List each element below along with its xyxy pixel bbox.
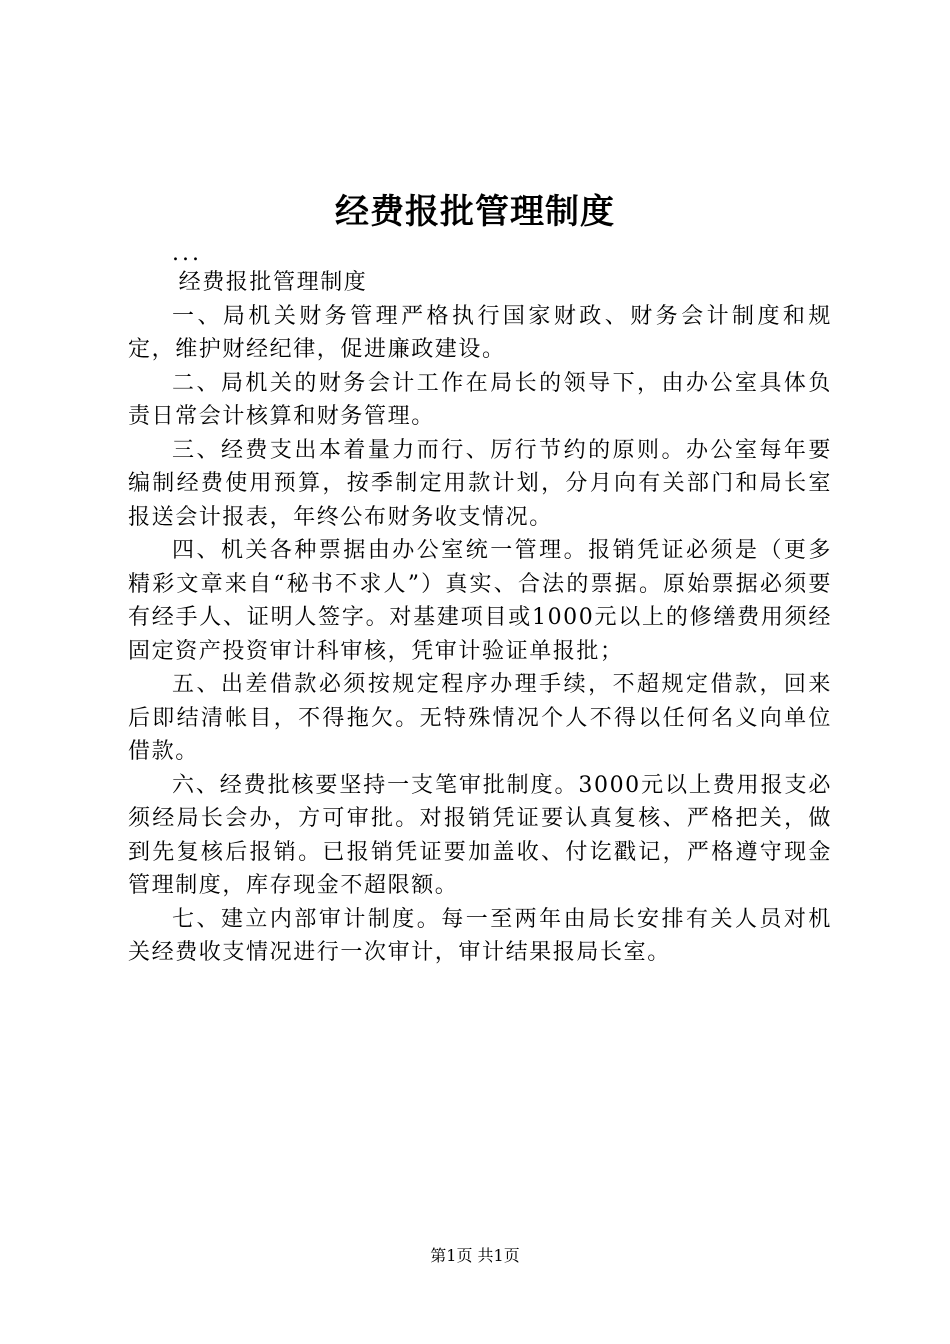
document-title: 经费报批管理制度 — [335, 192, 615, 232]
paragraph-3: 三、经费支出本着量力而行、厉行节约的原则。办公室每年要编制经费使用预算，按季制定用款计划，分月向有关部门和局长室报送会计报表，年终公布财务收支情况。 — [128, 437, 832, 530]
page-number-footer: 第1页 共1页 — [430, 1246, 520, 1265]
paragraph-1: 一、局机关财务管理严格执行国家财政、财务会计制度和规定，维护财经纪律，促进廉政建设。 — [128, 303, 832, 362]
paragraph-6: 六、经费批核要坚持一支笔审批制度。3000元以上费用报支必须经局长会办，方可审批。对报销凭证要认真复核、严格把关，做到先复核后报销。已报销凭证要加盖收、付讫戳记，严格遵守现金管理制度，库存现金不超限额。 — [128, 772, 832, 898]
document-body — [128, 242, 832, 970]
ellipsis-line: ... — [172, 241, 202, 266]
paragraph-2: 二、局机关的财务会计工作在局长的领导下，由办公室具体负责日常会计核算和财务管理。 — [128, 370, 832, 429]
document-subtitle: 经费报批管理制度 — [178, 270, 368, 295]
paragraph-7: 七、建立内部审计制度。每一至两年由局长安排有关人员对机关经费收支情况进行一次审计，审计结果报局长室。 — [128, 906, 832, 965]
paragraph-4: 四、机关各种票据由办公室统一管理。报销凭证必须是（更多精彩文章来自“秘书不求人”）真实、合法的票据。原始票据必须要有经手人、证明人签字。对基建项目或1000元以上的修缮费用须经固定资产投资审计科审核，凭审计验证单报批； — [128, 538, 832, 664]
paragraph-5: 五、出差借款必须按规定程序办理手续，不超规定借款，回来后即结清帐目，不得拖欠。无特殊情况个人不得以任何名义向单位借款。 — [128, 672, 832, 764]
